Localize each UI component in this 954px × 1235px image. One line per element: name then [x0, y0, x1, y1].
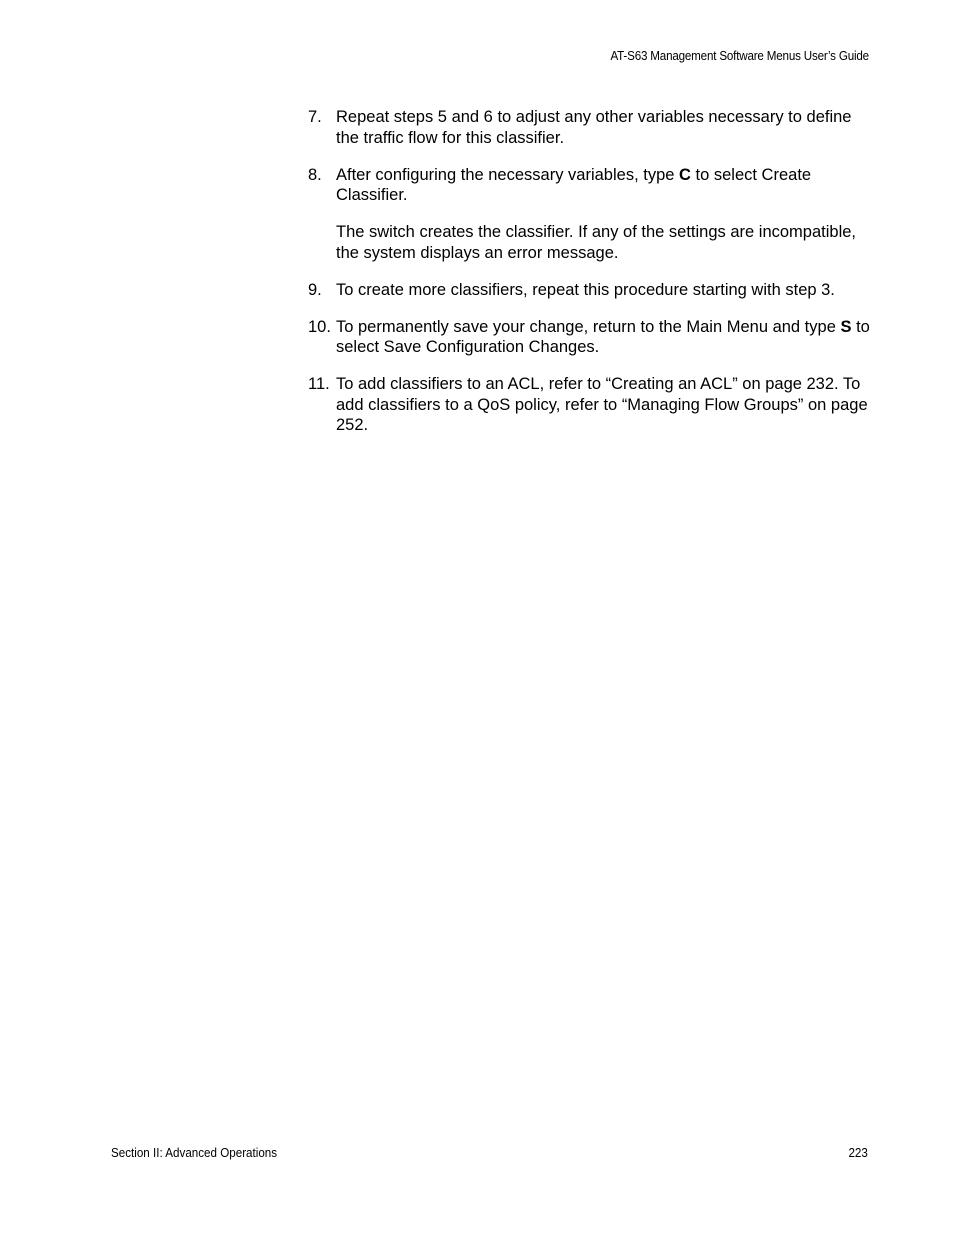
step-text-part: To permanently save your change, return to the Main Menu and type	[336, 317, 841, 336]
running-header: AT-S63 Management Software Menus User’s Guide	[610, 49, 869, 63]
step-text: To create more classifiers, repeat this procedure starting with step 3.	[336, 280, 835, 299]
step-number: 8.	[308, 165, 322, 184]
footer-section: Section II: Advanced Operations	[111, 1146, 278, 1160]
procedure-steps	[308, 107, 878, 452]
step-text: To add classifiers to an ACL, refer to “Creating an ACL” on page 232. To add classifiers to a QoS policy, refer to “Managing Flow Groups” on page 252.	[336, 375, 868, 434]
step-text	[336, 317, 878, 358]
step-8-note: The switch creates the classifier. If any of the settings are incompatible, the system displays an error message.	[336, 223, 856, 262]
step-11	[308, 374, 878, 436]
step-number: 7.	[308, 108, 322, 126]
step-text-part: to select Save Configuration Changes.	[336, 317, 870, 356]
step-text-part: to select Create Classifier.	[336, 165, 812, 204]
step-7	[308, 107, 878, 148]
key-command: C	[679, 165, 691, 184]
step-number: 10.	[308, 317, 331, 336]
page-number: 223	[848, 1146, 868, 1160]
step-text-part: After configuring the necessary variables, type	[336, 165, 680, 184]
step-number: 9.	[308, 280, 322, 299]
step-10	[308, 317, 878, 358]
key-command: S	[840, 317, 852, 336]
step-8	[308, 165, 878, 206]
step-number: 11.	[308, 375, 330, 393]
step-text: Repeat steps 5 and 6 to adjust any other variables necessary to define the traffic flow for this classifier.	[336, 108, 852, 147]
step-text	[336, 165, 878, 206]
step-9	[308, 280, 878, 301]
